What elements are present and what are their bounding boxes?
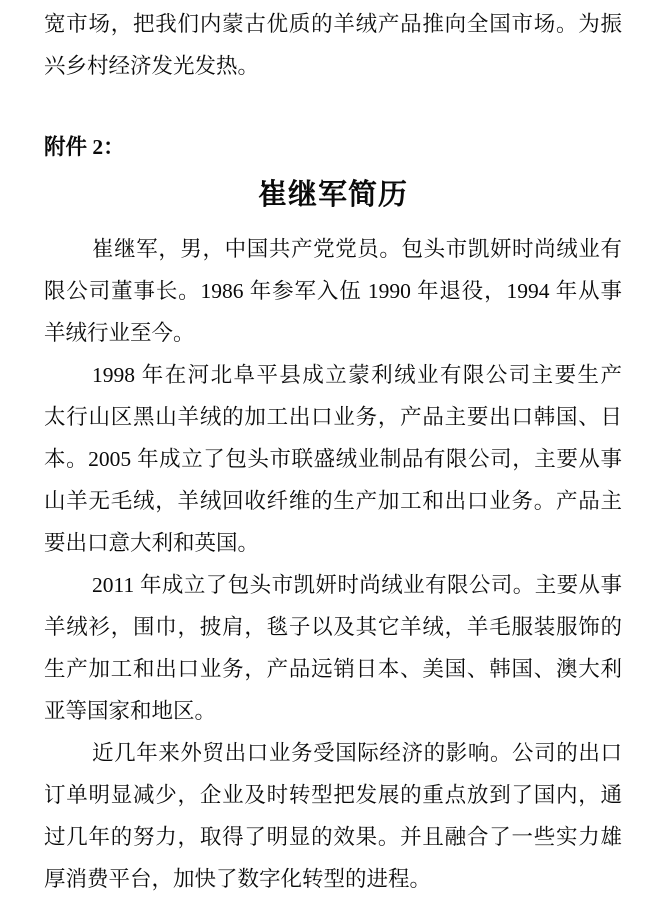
attachment-label: 附件 2：	[44, 135, 125, 159]
paragraph	[44, 354, 622, 564]
text-line: 太行山区黑山羊绒的加工出口业务，产品主要出口韩国、日	[44, 405, 622, 429]
text-line: 亚等国家和地区。	[44, 699, 217, 723]
text-line: 近几年来外贸出口业务受国际经济的影响。公司的出口	[92, 741, 622, 765]
text-line: 订单明显减少，企业及时转型把发展的重点放到了国内，通	[44, 783, 622, 807]
text-line: 羊绒行业至今。	[44, 321, 195, 345]
paragraph	[44, 732, 622, 900]
text-line: 兴乡村经济发光发热。	[44, 54, 260, 78]
text-line: 生产加工和出口业务，产品远销日本、美国、韩国、澳大利	[44, 657, 622, 681]
text-line: 1998 年在河北阜平县成立蒙利绒业有限公司主要生产	[92, 363, 622, 387]
paragraph	[44, 228, 622, 354]
text-line: 羊绒衫，围巾，披肩，毯子以及其它羊绒，羊毛服装服饰的	[44, 615, 622, 639]
text-line: 崔继军，男，中国共产党党员。包头市凯妍时尚绒业有	[92, 237, 622, 261]
continuation-paragraph	[44, 3, 622, 87]
text-line: 山羊无毛绒，羊绒回收纤维的生产加工和出口业务。产品主	[44, 489, 622, 513]
text-line: 限公司董事长。1986 年参军入伍 1990 年退役，1994 年从事	[44, 279, 622, 303]
document-body	[44, 228, 622, 900]
text-line: 过几年的努力，取得了明显的效果。并且融合了一些实力雄	[44, 825, 622, 849]
text-line: 2011 年成立了包头市凯妍时尚绒业有限公司。主要从事	[92, 573, 622, 597]
document-title: 崔继军简历	[257, 179, 408, 211]
paragraph	[44, 564, 622, 732]
text-line: 厚消费平台，加快了数字化转型的进程。	[44, 867, 432, 891]
text-line: 本。2005 年成立了包头市联盛绒业制品有限公司，主要从事	[44, 447, 622, 471]
text-line: 宽市场，把我们内蒙古优质的羊绒产品推向全国市场。为振	[44, 12, 622, 36]
text-line: 要出口意大利和英国。	[44, 531, 260, 555]
